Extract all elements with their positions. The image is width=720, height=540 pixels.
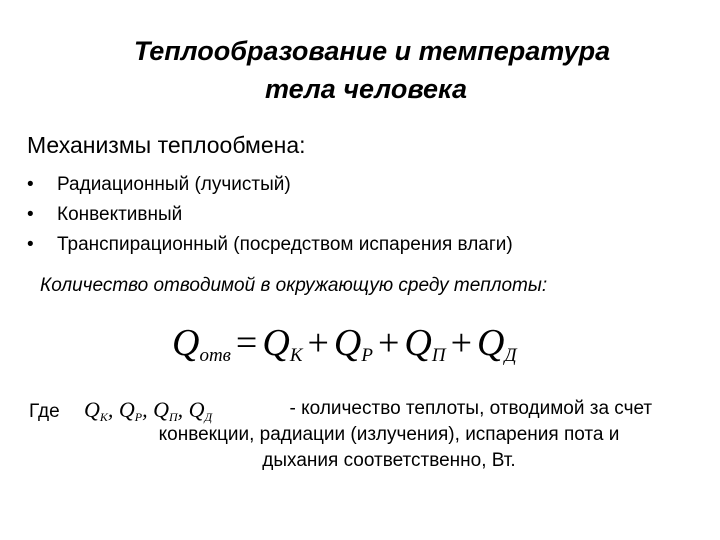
where-label: Где (29, 401, 60, 422)
title-line-2: тела человека (264, 74, 467, 104)
formula-symbol: Q (477, 322, 505, 364)
formula-plus: + (307, 322, 329, 364)
formula-symbol: Q (333, 322, 362, 364)
slide-title (0, 32, 720, 108)
formula-symbol: Q (262, 322, 290, 364)
formula-symbol: Q (172, 322, 200, 364)
variable-separator: , (107, 397, 114, 422)
mechanisms-heading: Механизмы теплообмена: (27, 132, 306, 158)
title-line-1: Теплообразование и температура (133, 36, 611, 66)
variable-symbol: Q (118, 397, 135, 422)
formula-symbol: Q (404, 322, 432, 364)
list-item (27, 230, 513, 260)
bullet-icon: • (27, 204, 34, 225)
variable-separator: , (142, 397, 148, 422)
formula-term-sweat (404, 322, 445, 364)
mechanism-convection: Конвективный (57, 204, 183, 225)
heat-balance-formula (172, 318, 517, 381)
formula-plus: + (450, 322, 472, 364)
formula-subscript: отв (199, 345, 231, 366)
formula-equals: = (235, 322, 258, 364)
list-item (27, 200, 513, 230)
formula-subscript: Р (361, 345, 373, 366)
formula-term-convection (262, 322, 302, 364)
formula-lhs (172, 322, 231, 364)
definition-line-3: дыхания соответственно, Вт. (262, 450, 516, 471)
definition-line-2: конвекции, радиации (излучения), испарения пота и (158, 424, 620, 445)
variables-definition (84, 396, 694, 474)
formula-plus: + (377, 322, 400, 364)
variable-symbol: Q (153, 397, 169, 422)
variable-symbol: Q (188, 397, 205, 422)
variable-subscript: К (99, 410, 108, 424)
mechanisms-list (27, 170, 513, 260)
variable-symbol: Q (84, 397, 100, 422)
definition-dash: - (289, 398, 296, 419)
list-item (27, 170, 513, 200)
mechanism-transpiration: Транспирационный (посредством испарения влаги) (57, 234, 513, 255)
variable-subscript: Р (134, 410, 143, 424)
formula-term-breathing (477, 322, 517, 364)
bullet-icon: • (27, 174, 34, 195)
variable-subscript: Д (204, 410, 213, 424)
heat-amount-label: Количество отводимой в окружающую среду теплоты: (40, 275, 548, 296)
bullet-icon: • (27, 234, 34, 255)
formula-subscript: Д (504, 345, 517, 366)
mechanism-radiation: Радиационный (лучистый) (57, 174, 291, 195)
variable-separator: , (177, 397, 184, 422)
formula-subscript: К (289, 345, 303, 366)
formula-subscript: П (431, 345, 446, 366)
formula-term-radiation (334, 322, 373, 364)
definition-line-1: количество теплоты, отводимой за счет (301, 398, 653, 419)
variable-subscript: П (168, 410, 178, 424)
